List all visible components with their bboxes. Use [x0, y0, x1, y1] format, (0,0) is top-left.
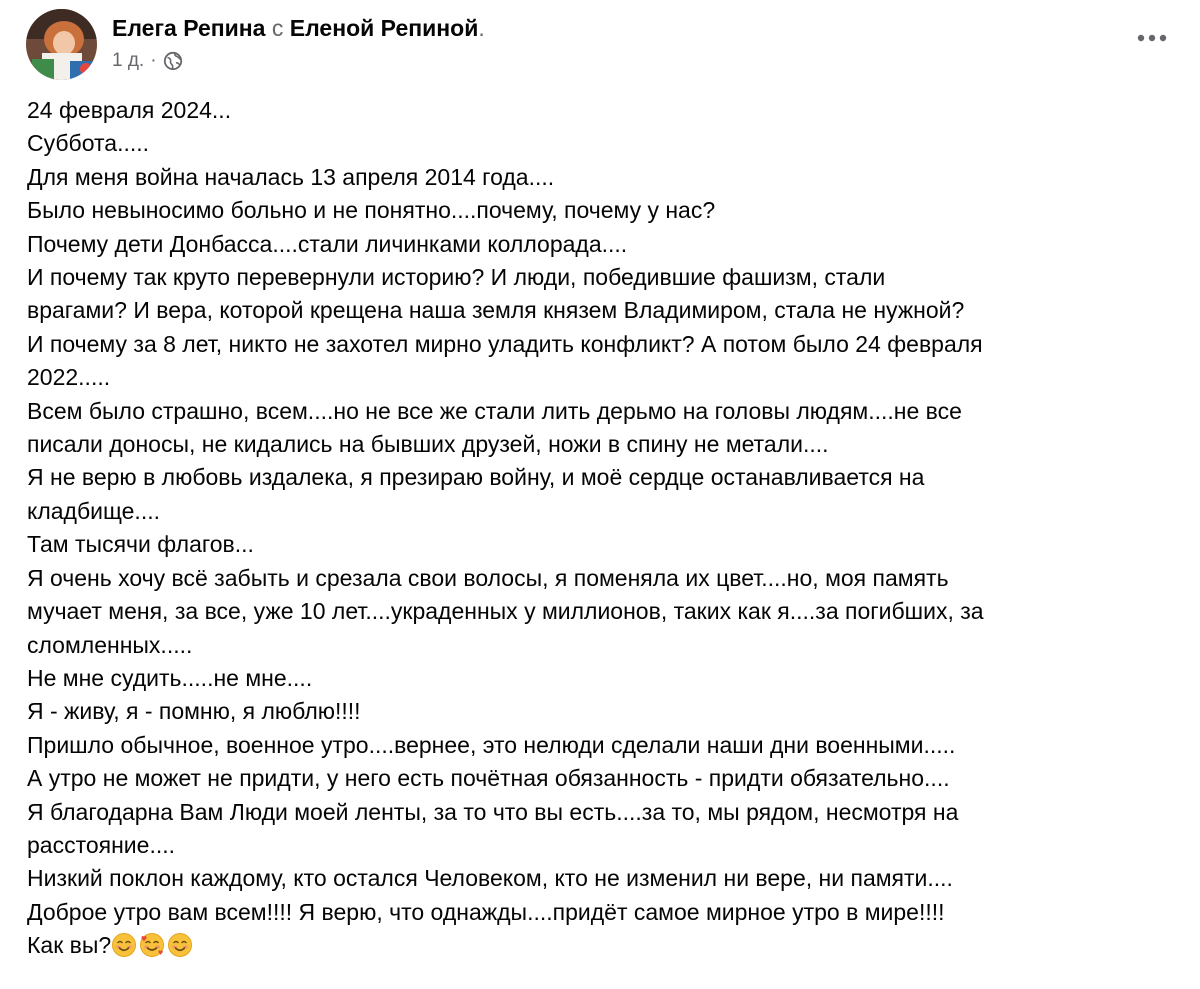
post-text-line: Доброе утро вам всем!!!! Я верю, что однажды....придёт самое мирное утро в мире!!!!	[27, 898, 945, 925]
more-horizontal-icon	[1137, 34, 1167, 42]
author-name-link[interactable]: Елега Репина	[112, 15, 266, 41]
smiling-face-with-hearts-icon	[139, 932, 165, 958]
post-text-line: Почему дети Донбасса....стали личинками коллорада....	[27, 230, 628, 257]
post-text	[27, 94, 1187, 963]
smiling-face-icon	[111, 932, 137, 958]
tagged-person-link[interactable]: Еленой Репиной	[289, 15, 479, 41]
author-line-period: .	[478, 15, 485, 41]
post-text-line: И почему за 8 лет, никто не захотел мирно уладить конфликт? А потом было 24 февраля	[27, 330, 983, 357]
author-line	[112, 14, 485, 42]
smiling-face-icon	[167, 932, 193, 958]
post-text-line: Я - живу, я - помню, я люблю!!!!	[27, 698, 361, 725]
post-text-line: Не мне судить.....не мне....	[27, 664, 313, 691]
post-text-line: Было невыносимо больно и не понятно....почему, почему у нас?	[27, 197, 716, 224]
post-text-line: А утро не может не придти, у него есть почётная обязанность - придти обязательно....	[27, 765, 950, 792]
post-text-line: Низкий поклон каждому, кто остался Человеком, кто не изменил ни вере, ни памяти....	[27, 865, 953, 892]
with-word: с	[271, 15, 284, 41]
more-options-button[interactable]	[1132, 22, 1172, 54]
post-text-line: И почему так круто перевернули историю? И люди, победившие фашизм, стали	[27, 264, 886, 291]
post-header	[26, 8, 1176, 80]
post-meta	[112, 49, 183, 73]
post-text-line: 24 февраля 2024...	[27, 97, 232, 123]
post-text-line: расстояние....	[27, 831, 176, 858]
post-text-line: 2022.....	[27, 364, 111, 391]
post-text-line: Там тысячи флагов...	[27, 531, 254, 558]
post-text-line: Пришло обычное, военное утро....вернее, это нелюди сделали наши дни военными.....	[27, 731, 956, 758]
post-text-line: Суббота.....	[27, 130, 150, 157]
post-text-line-text: Как вы?	[27, 932, 112, 959]
post-text-line: Я не верю в любовь издалека, я презираю войну, и моё сердце останавливается на	[27, 464, 925, 491]
post-timestamp[interactable]: 1 д.	[112, 50, 145, 71]
post-text-line: писали доносы, не кидались на бывших друзей, ножи в спину не метали....	[27, 431, 829, 458]
post-text-line: мучает меня, за все, уже 10 лет....украденных у миллионов, таких как я....за погибших, за	[27, 598, 984, 625]
avatar[interactable]	[26, 9, 97, 80]
post-text-line: кладбище....	[27, 497, 160, 524]
globe-icon[interactable]	[163, 51, 183, 71]
post-text-line: врагами? И вера, которой крещена наша земля князем Владимиром, стала не нужной?	[27, 297, 965, 324]
post-text-line: сломленных.....	[27, 631, 193, 658]
post-text-last-line	[27, 929, 1187, 962]
post-text-line: Для меня война началась 13 апреля 2014 года....	[27, 163, 555, 190]
post-text-line: Всем было страшно, всем....но не все же стали лить дерьмо на головы людям....не все	[27, 397, 962, 424]
post-text-line: Я благодарна Вам Люди моей ленты, за то что вы есть....за то, мы рядом, несмотря на	[27, 798, 959, 825]
post-text-line: Я очень хочу всё забыть и срезала свои волосы, я поменяла их цвет....но, моя память	[27, 564, 949, 591]
meta-separator: ·	[150, 50, 157, 71]
